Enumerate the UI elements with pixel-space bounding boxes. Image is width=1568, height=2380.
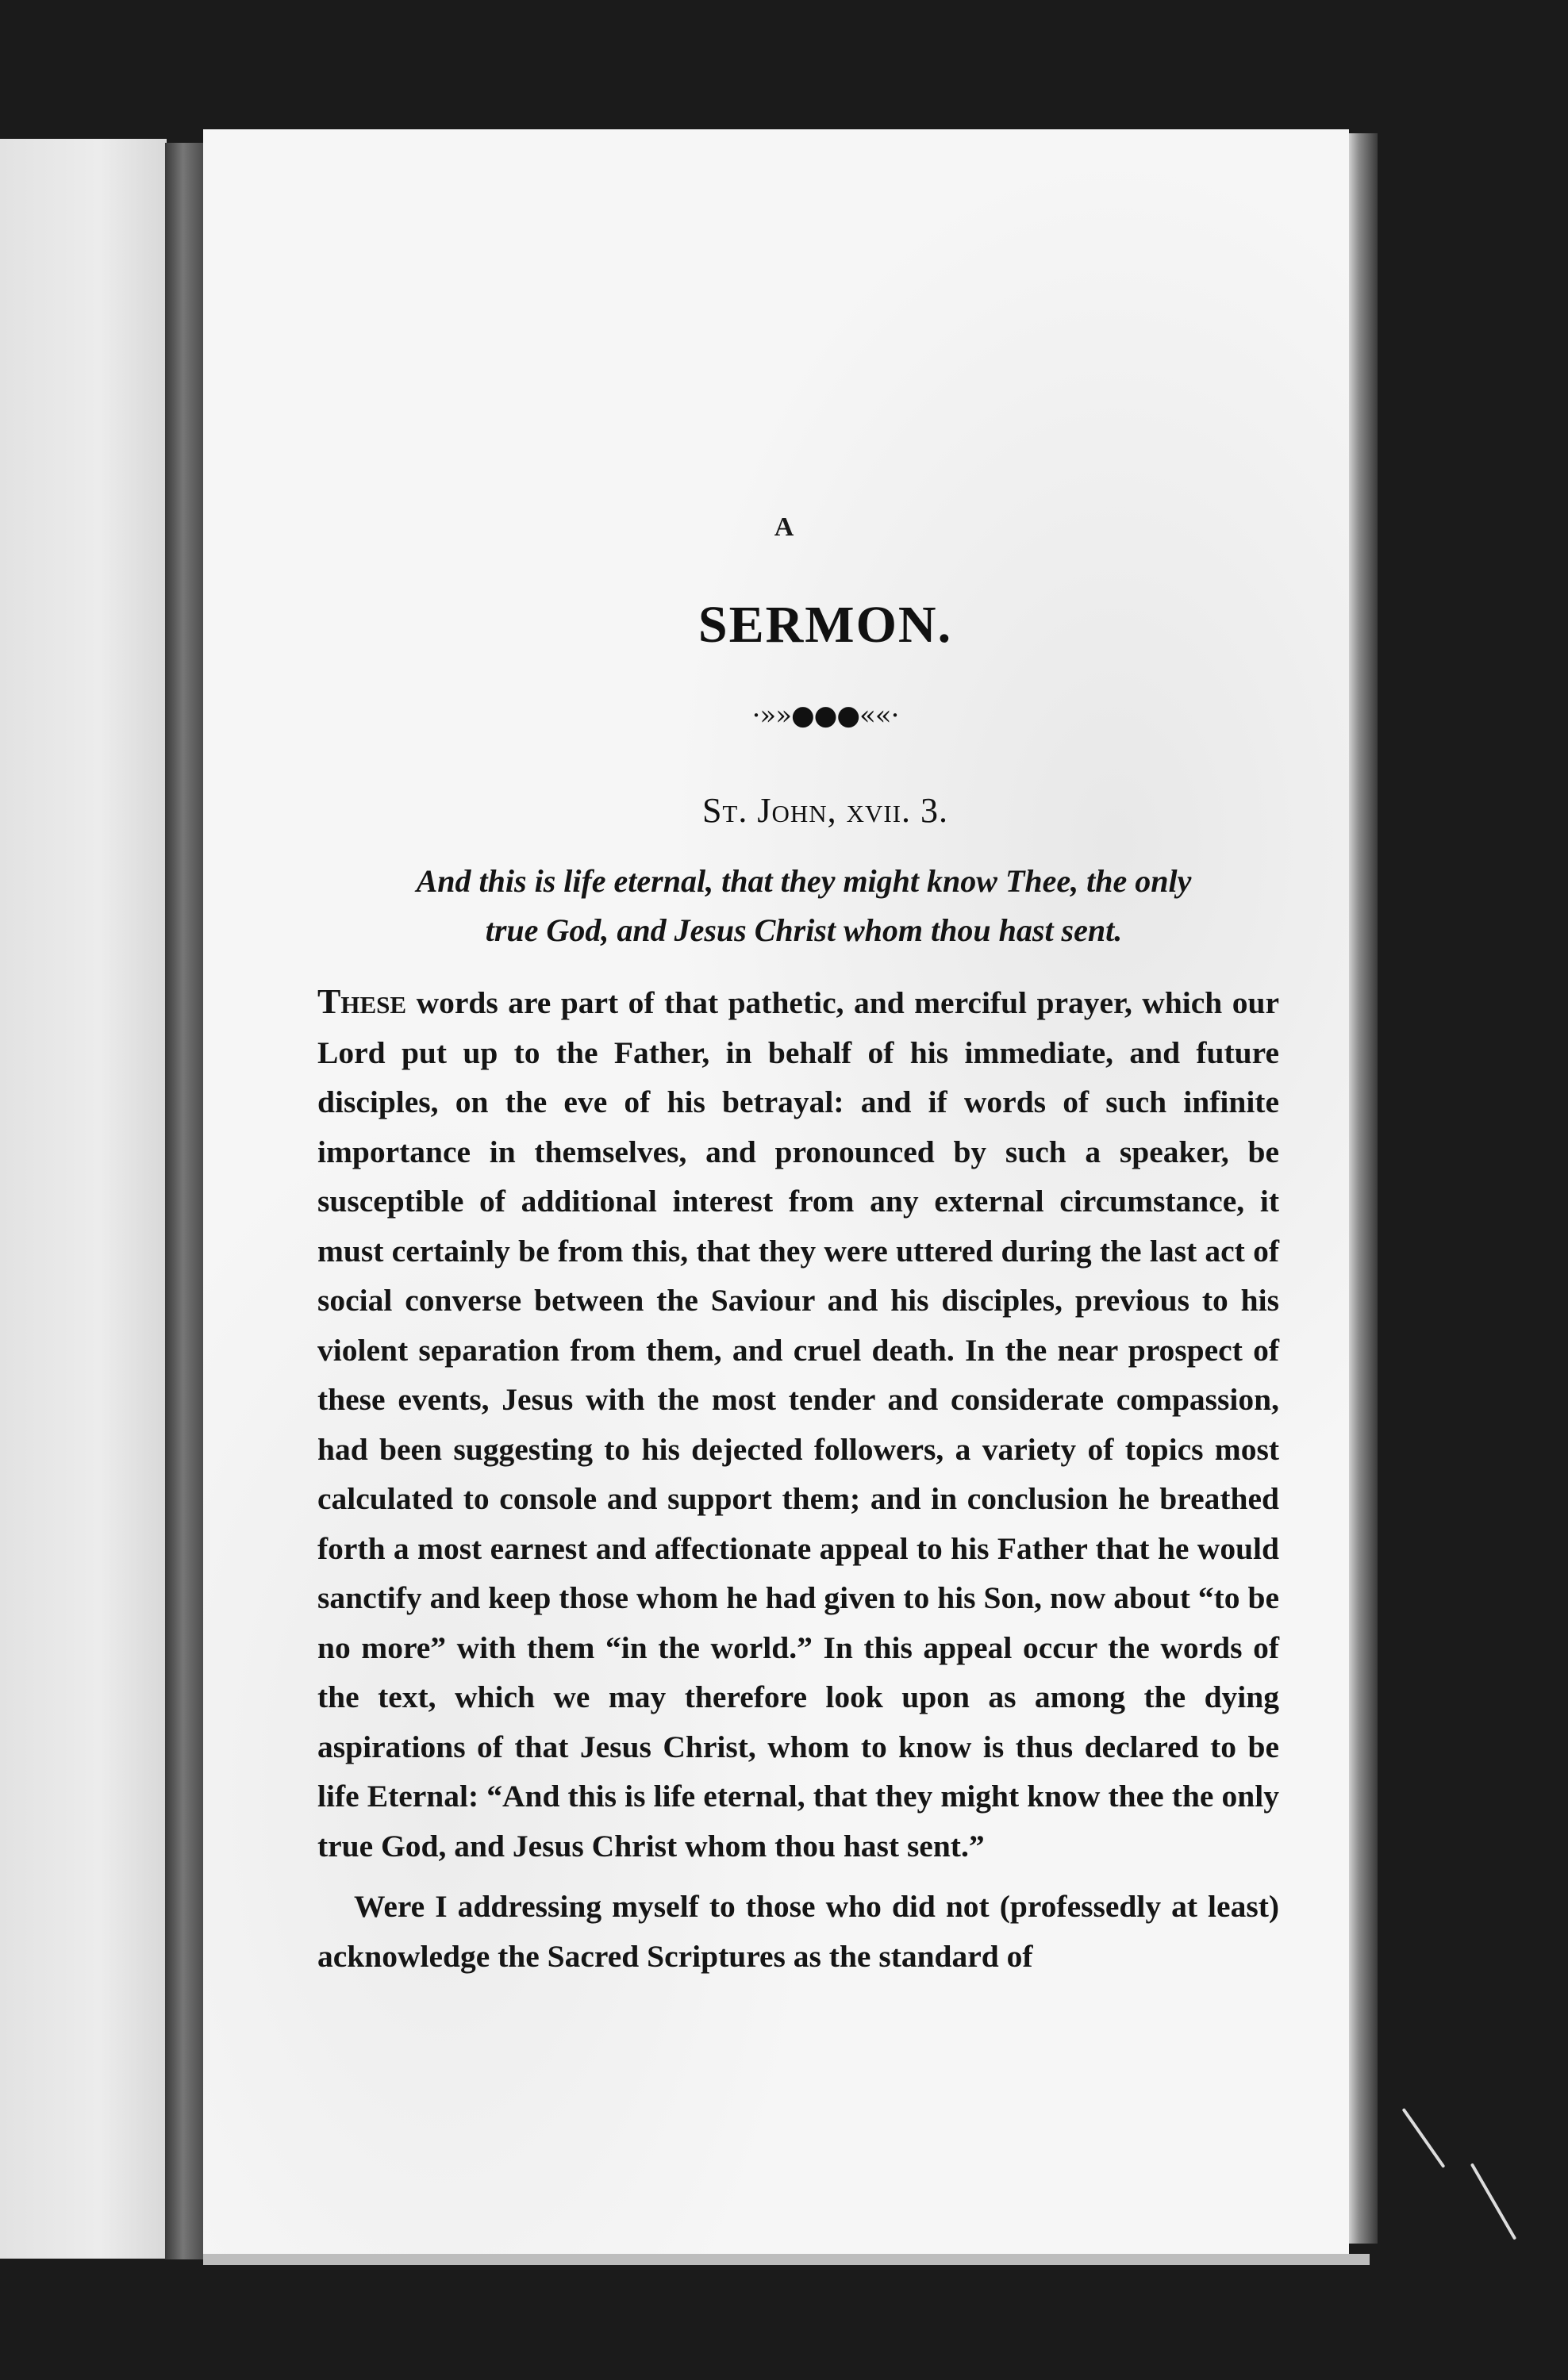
paragraph-2: Were I addressing myself to those who did not (professedly at least) acknowledge the Sacred Scriptures as the standard of	[317, 1889, 1279, 1974]
film-scratch	[1470, 2163, 1516, 2240]
lead-word: These	[317, 982, 407, 1021]
scripture-chapter-verse: xvii. 3.	[846, 791, 949, 830]
epigraph-line-1: And this is life eternal, that they might know Thee, the only	[416, 863, 1192, 899]
page-fore-edge	[1349, 133, 1378, 2244]
facing-page-edge	[0, 139, 167, 2259]
epigraph-line-2: true God, and Jesus Christ whom thou hast sent.	[485, 912, 1123, 948]
ornament-divider: ·»»●●●««·	[751, 700, 899, 731]
scripture-reference	[0, 790, 1568, 831]
sermon-body	[317, 977, 1279, 1981]
page-title: SERMON.	[698, 596, 953, 654]
paragraph-1	[317, 977, 1279, 1871]
film-scratch	[1402, 2108, 1446, 2168]
book-gutter	[165, 143, 205, 2259]
scripture-book: St. John,	[701, 791, 837, 830]
page-bottom-edge	[203, 2254, 1370, 2265]
epigraph	[316, 857, 1292, 955]
paragraph-1-text: words are part of that pathetic, and merciful prayer, which our Lord put up to the Father, in behalf of his immediate, and future disciples, on the eve of his betrayal: and if words of such infinite importance in themselves, and pronounced by such a speaker, be susceptible of additional interest from any external circumstance, it must certainly be from this, that they were uttered during the last act of social converse between the Saviour and his disciples, previous to his violent separation from them, and cruel death. In the near prospect of these events, Jesus with the most tender and considerate compassion, had been suggesting to his dejected followers, a variety of topics most calculated to console and support them; and in conclusion he breathed forth a most earnest and affectionate appeal to his Father that he would sanctify and keep those whom he had given to his Son, now about “to be no more” with them “in the world.” In this appeal occur the words of the text, which we may therefore look upon as among the dying aspirations of that Jesus Christ, whom to know is thus declared to be life Eternal: “And this is life eternal, that they might know thee the only true God, and Jesus Christ whom thou hast sent.”	[317, 985, 1280, 1864]
heading-article: A	[774, 512, 794, 542]
